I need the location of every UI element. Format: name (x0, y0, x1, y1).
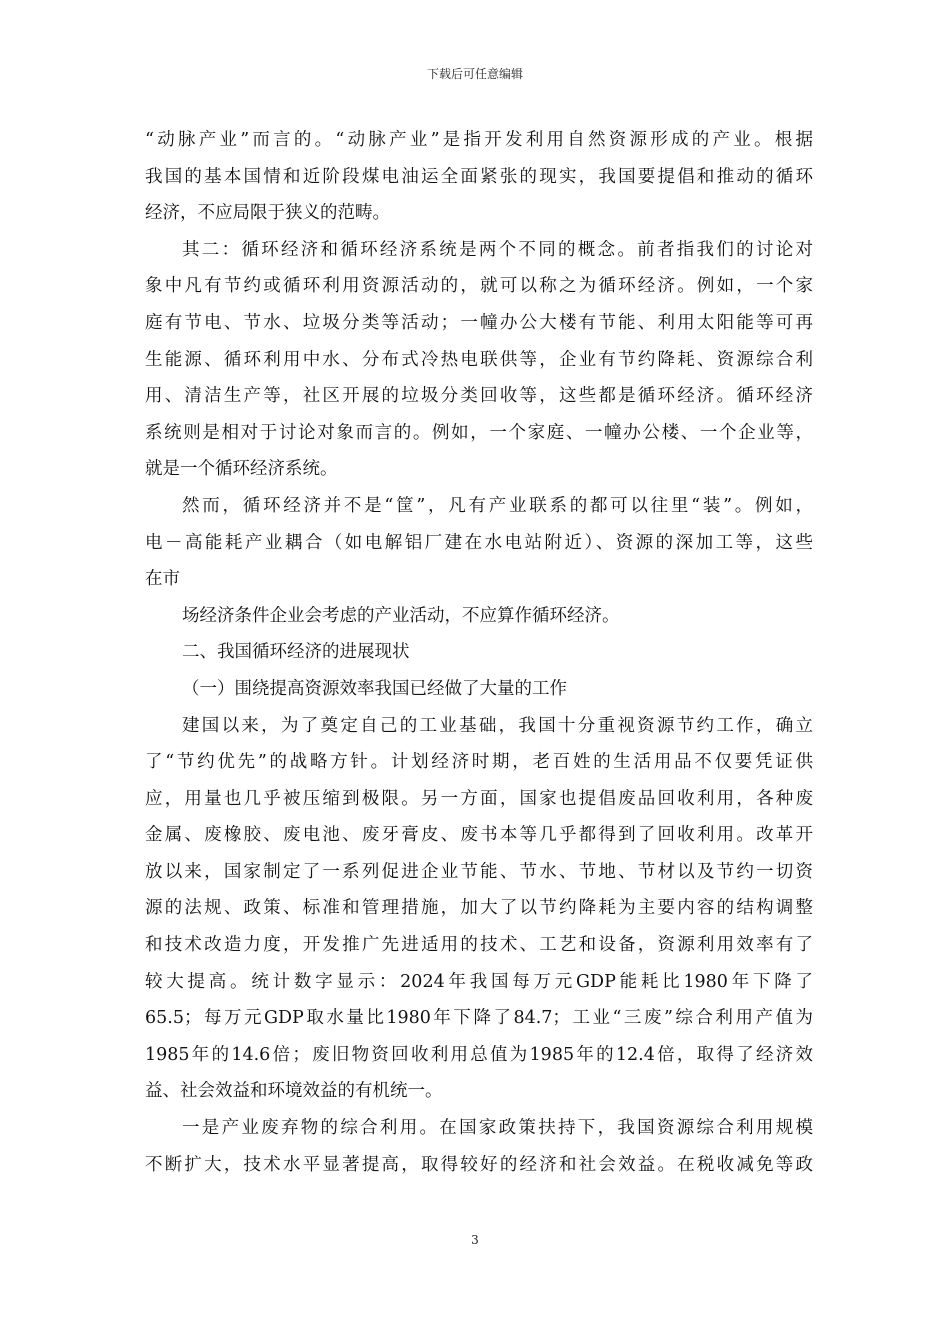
text-line: 不断扩大，技术水平显著提高，取得较好的经济和社会效益。在税收减免等政 (145, 1154, 813, 1175)
text-line: 源的法规、政策、标准和管理措施，加大了以节约降耗为主要内容的结构调整 (145, 898, 813, 919)
text-line: 就是一个循环经济系统。 (145, 459, 338, 480)
text-line: 65.5；每万元GDP取水量比1980年下降了84.7；工业“三废”综合利用产值为 (145, 1008, 813, 1029)
paragraph-start-line: 场经济条件企业会考虑的产业活动，不应算作循环经济。 (182, 605, 620, 626)
text-line: 经济，不应局限于狭义的范畴。 (145, 203, 390, 224)
text-line: 和技术改造力度，开发推广先进适用的技术、工艺和设备，资源利用效率有了 (145, 935, 813, 956)
text-line: 在市 (145, 569, 180, 590)
paragraph-start-line: 然而，循环经济并不是“筐”，凡有产业联系的都可以往里“装”。例如， (182, 495, 813, 516)
subsection-heading: （一）围绕提高资源效率我国已经做了大量的工作 (182, 678, 567, 699)
page-number: 3 (471, 1233, 479, 1247)
paragraph-start-line: 一是产业废弃物的综合利用。在国家政策扶持下，我国资源综合利用规模 (182, 1118, 813, 1139)
text-line: “动脉产业”而言的。“动脉产业”是指开发利用自然资源形成的产业。根据 (145, 130, 813, 150)
paragraph-start-line: 建国以来，为了奠定自己的工业基础，我国十分重视资源节约工作，确立 (182, 715, 813, 736)
text-line: 庭有节电、节水、垃圾分类等活动；一幢办公大楼有节能、利用太阳能等可再 (145, 312, 813, 333)
text-line: 我国的基本国情和近阶段煤电油运全面紧张的现实，我国要提倡和推动的循环 (145, 166, 813, 187)
text-line: 生能源、循环利用中水、分布式冷热电联供等，企业有节约降耗、资源综合利 (145, 349, 813, 370)
section-heading: 二、我国循环经济的进展现状 (182, 642, 410, 663)
text-line: 应，用量也几乎被压缩到极限。另一方面，国家也提倡废品回收利用，各种废 (145, 788, 813, 809)
text-line: 益、社会效益和环境效益的有机统一。 (145, 1081, 443, 1102)
text-line: 用、清洁生产等，社区开展的垃圾分类回收等，这些都是循环经济。循环经济 (145, 386, 813, 407)
text-line: 较大提高。统计数字显示：2024年我国每万元GDP能耗比1980年下降了 (145, 971, 813, 992)
text-line: 放以来，国家制定了一系列促进企业节能、节水、节地、节材以及节约一切资 (145, 861, 813, 882)
paragraph-start-line: 其二：循环经济和循环经济系统是两个不同的概念。前者指我们的讨论对 (182, 239, 813, 260)
page-header: 下载后可任意编辑 (426, 67, 523, 81)
document-body (145, 122, 813, 1183)
text-line: 金属、废橡胶、废电池、废牙膏皮、废书本等几乎都得到了回收利用。改革开 (145, 825, 813, 846)
text-line: 电－高能耗产业耦合（如电解铝厂建在水电站附近）、资源的深加工等，这些 (145, 532, 813, 553)
text-line: 1985年的14.6倍；废旧物资回收利用总值为1985年的12.4倍，取得了经济效 (145, 1044, 814, 1065)
text-line: 系统则是相对于讨论对象而言的。例如，一个家庭、一幢办公楼、一个企业等， (145, 422, 813, 443)
text-line: 了“节约优先”的战略方针。计划经济时期，老百姓的生活用品不仅要凭证供 (145, 752, 813, 773)
text-line: 象中凡有节约或循环利用资源活动的，就可以称之为循环经济。例如，一个家 (145, 276, 813, 297)
